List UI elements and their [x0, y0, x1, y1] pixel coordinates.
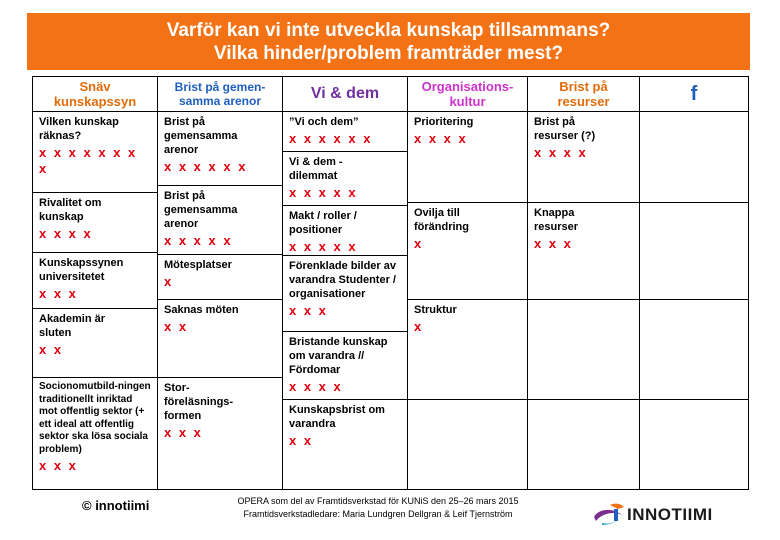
- cell-text: Brist på resurser (?): [534, 116, 596, 142]
- vote-marks: x x x x x: [289, 185, 358, 200]
- vote-marks: x: [414, 319, 424, 334]
- vote-marks: x x x x: [39, 226, 93, 241]
- column-header: [408, 77, 527, 112]
- vote-marks: x x x x: [534, 145, 588, 160]
- vote-marks: x x x: [164, 425, 203, 440]
- column-brist-resurser: [528, 77, 640, 489]
- cell-text: Vilken kunskap räknas?: [39, 116, 119, 142]
- vote-marks: x x: [39, 342, 64, 357]
- table-cell: [33, 252, 157, 308]
- column-header: [33, 77, 157, 112]
- title-line-1: Varför kan vi inte utveckla kunskap tillsammans?: [166, 20, 611, 41]
- cell-text: Stor-föreläsnings-formen: [164, 382, 234, 422]
- cell-text: Förenklade bilder av varandra Studenter / organisationer: [289, 260, 396, 300]
- credits: [218, 495, 538, 521]
- vote-marks: x x x: [39, 458, 78, 473]
- vote-marks: x x: [164, 319, 189, 334]
- cell-text: Ovilja till förändring: [414, 207, 469, 233]
- table-cell: [158, 185, 282, 254]
- vote-marks: x: [414, 236, 424, 251]
- table-cell: [33, 377, 157, 490]
- cell-text: Socionomutbild-ningen traditionellt inriktad mot offentlig sektor (+ ett ideal att offentlig sektor ska lösa sociala problem): [39, 381, 151, 455]
- table-cell: [408, 299, 527, 399]
- table-cell: [158, 377, 282, 490]
- cell-text: Brist på gemensamma arenor: [164, 116, 238, 156]
- credit-line-1: OPERA som del av Framtidsverkstad för KUNiS den 25–26 mars 2015: [237, 496, 519, 506]
- cell-text: Rivalitet om kunskap: [39, 197, 102, 223]
- obstacles-table: [32, 76, 749, 490]
- vote-marks: x x x x: [289, 379, 343, 394]
- column-header: [640, 77, 748, 112]
- table-cell: [158, 112, 282, 185]
- header-line: Snäv: [79, 79, 111, 94]
- header-line: resurser: [557, 94, 610, 109]
- table-cell: [528, 399, 639, 490]
- header-line: kultur: [449, 94, 486, 109]
- table-cell: [528, 112, 639, 202]
- header-line: samma arenor: [178, 94, 262, 108]
- table-cell: [640, 399, 748, 490]
- header-line: Brist på gemen-: [174, 80, 266, 94]
- table-cell: [158, 254, 282, 299]
- cell-text: ”Vi och dem”: [289, 116, 359, 128]
- column-brist-arenor: [158, 77, 283, 489]
- table-cell: [158, 299, 282, 377]
- table-cell: [283, 399, 407, 490]
- vote-marks: x x x x x: [289, 239, 358, 254]
- vote-marks: x x x x: [414, 131, 468, 146]
- cell-text: Prioritering: [414, 116, 474, 128]
- credit-line-2: Framtidsverkstadledare: Maria Lundgren Dellgran & Leif Tjernström: [243, 509, 513, 519]
- header-line: Vi & dem: [310, 85, 380, 102]
- vote-marks: x x x: [534, 236, 573, 251]
- table-cell: [283, 255, 407, 331]
- vote-marks: x x x x x x: [289, 131, 373, 146]
- logo-wordmark: INNOTIIMI: [627, 505, 713, 524]
- column-vi-och-dem: [283, 77, 408, 489]
- table-cell: [283, 331, 407, 399]
- vote-marks: x x x: [39, 286, 78, 301]
- cell-text: Kunskapsbrist om varandra: [289, 404, 385, 430]
- table-cell: [283, 112, 407, 151]
- header-line: Organisations-: [421, 79, 514, 94]
- title-line-2: Vilka hinder/problem framträder mest?: [213, 43, 564, 64]
- vote-marks: x x x x x x x x: [39, 145, 138, 176]
- table-cell: [33, 112, 157, 192]
- facebook-icon: f: [690, 82, 698, 105]
- vote-marks: x x x x x: [164, 233, 233, 248]
- cell-text: Kunskapssynen universitetet: [39, 257, 124, 283]
- vote-marks: x x x x x x: [164, 159, 248, 174]
- table-cell: [283, 205, 407, 255]
- cell-text: Vi & dem -dilemmat: [289, 156, 343, 182]
- column-snav-kunskapssyn: [33, 77, 158, 489]
- vote-marks: x x: [289, 433, 314, 448]
- column-facebook: [640, 77, 748, 489]
- table-cell: [640, 112, 748, 202]
- table-cell: [640, 202, 748, 299]
- vote-marks: x x x: [289, 303, 328, 318]
- cell-text: Bristande kunskap om varandra // Fördomar: [289, 336, 388, 376]
- table-cell: [408, 112, 527, 202]
- table-cell: [528, 202, 639, 299]
- table-cell: [33, 308, 157, 377]
- cell-text: Saknas möten: [164, 304, 239, 316]
- table-cell: [528, 299, 639, 399]
- table-cell: [408, 399, 527, 490]
- table-cell: [283, 151, 407, 205]
- title-banner: [27, 13, 750, 70]
- column-header: [158, 77, 282, 112]
- cell-text: Knappa resurser: [534, 207, 579, 233]
- cell-text: Mötesplatser: [164, 259, 232, 271]
- cell-text: Brist på gemensamma arenor: [164, 190, 238, 230]
- column-organisationskultur: [408, 77, 528, 489]
- column-header: [528, 77, 639, 112]
- table-cell: [640, 299, 748, 399]
- cell-text: Makt / roller / positioner: [289, 210, 357, 236]
- cell-text: Struktur: [414, 304, 457, 316]
- header-line: kunskapssyn: [53, 94, 137, 109]
- table-cell: [33, 192, 157, 252]
- vote-marks: x: [164, 274, 174, 289]
- column-header: [283, 77, 407, 112]
- copyright-text: © innotiimi: [82, 498, 150, 513]
- cell-text: Akademin är sluten: [39, 313, 106, 339]
- header-line: Brist på: [559, 79, 608, 94]
- table-cell: [408, 202, 527, 299]
